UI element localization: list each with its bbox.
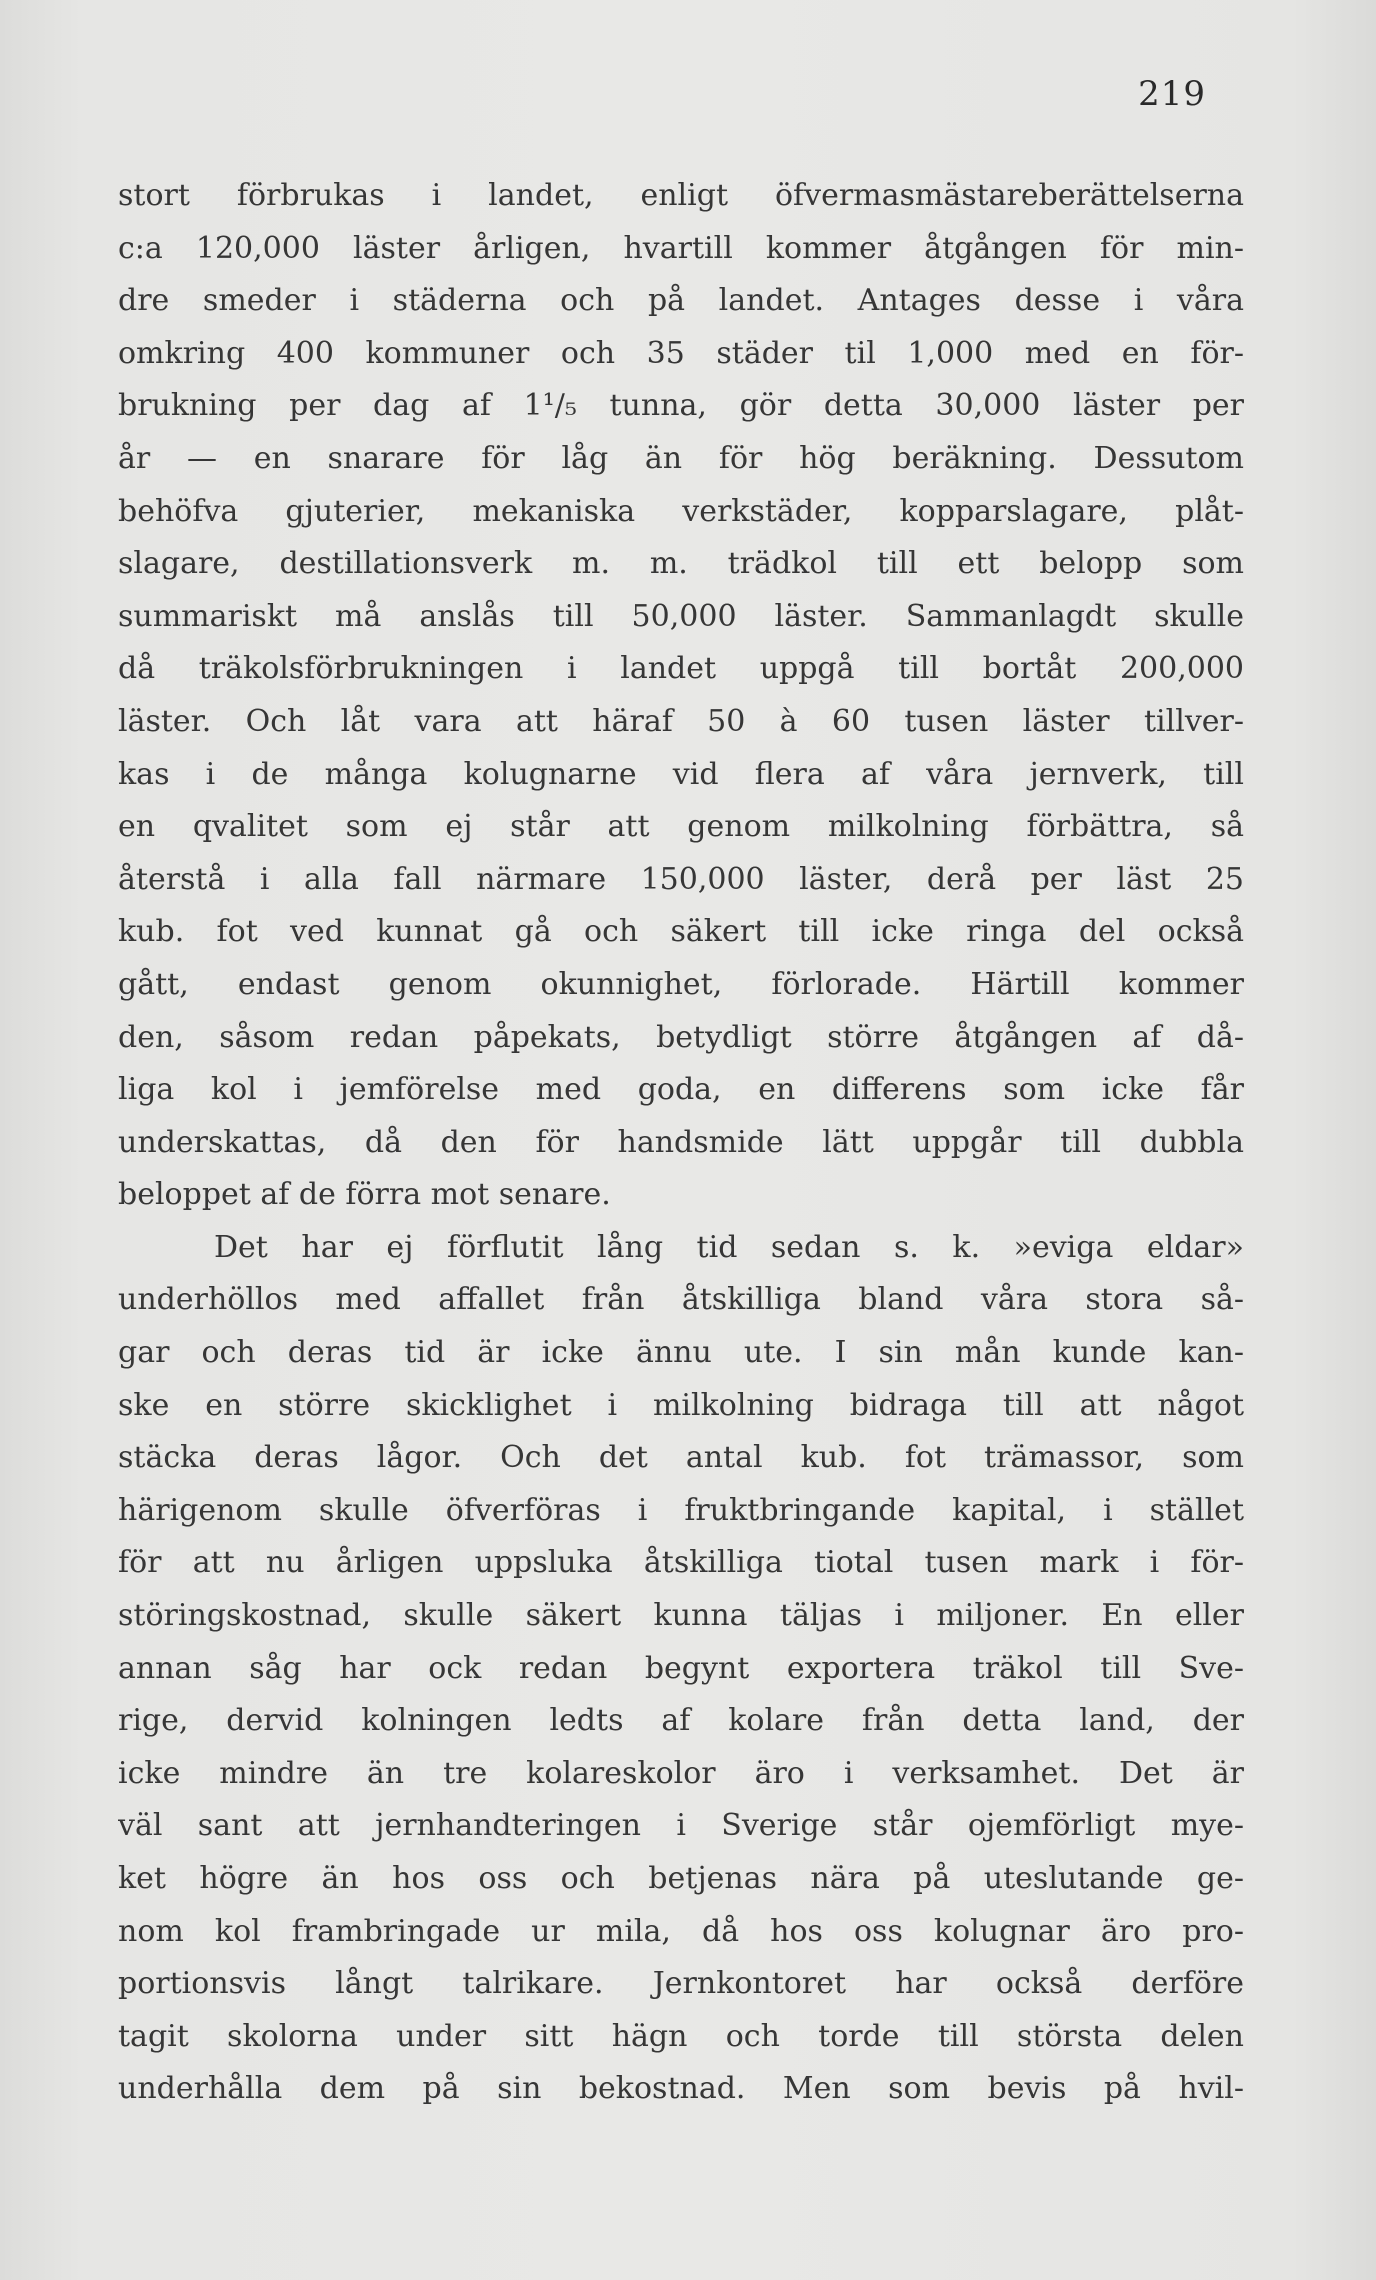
- text-line: då träkolsförbrukningen i landet uppgå till bortåt 200,000: [118, 651, 1244, 687]
- text-line: ske en större skicklighet i milkolning bidraga till att något: [118, 1387, 1244, 1423]
- text-line: underskattas, då den för handsmide lätt uppgår till dubbla: [118, 1124, 1244, 1160]
- body-text: [118, 170, 1244, 2116]
- text-line: annan såg har ock redan begynt exportera träkol till Sve-: [118, 1650, 1244, 1686]
- text-line: underhöllos med affallet från åtskilliga bland våra stora så-: [118, 1282, 1244, 1318]
- text-line: stäcka deras lågor. Och det antal kub. fot trämassor, som: [118, 1440, 1244, 1476]
- text-line: c:a 120,000 läster årligen, hvartill kommer åtgången för min-: [118, 230, 1244, 266]
- text-line: kas i de många kolugnarne vid flera af våra jernverk, till: [118, 756, 1244, 792]
- text-line: icke mindre än tre kolareskolor äro i verksamhet. Det är: [118, 1755, 1244, 1791]
- text-line: kub. fot ved kunnat gå och säkert till icke ringa del också: [118, 914, 1244, 950]
- text-line: portionsvis långt talrikare. Jernkontoret har också derföre: [118, 1966, 1244, 2002]
- text-line: väl sant att jernhandteringen i Sverige står ojemförligt mye-: [118, 1808, 1244, 1844]
- text-line: den, såsom redan påpekats, betydligt större åtgången af då-: [118, 1019, 1244, 1055]
- text-line: beloppet af de förra mot senare.: [118, 1177, 611, 1213]
- text-line: år — en snarare för låg än för hög beräkning. Dessutom: [118, 440, 1244, 476]
- text-line: störingskostnad, skulle säkert kunna täljas i miljoner. En eller: [118, 1598, 1244, 1634]
- text-line: tagit skolorna under sitt hägn och torde till största delen: [118, 2018, 1244, 2054]
- text-line: omkring 400 kommuner och 35 städer til 1,000 med en för-: [118, 335, 1244, 371]
- text-line: återstå i alla fall närmare 150,000 läster, derå per läst 25: [118, 861, 1244, 897]
- text-line: för att nu årligen uppsluka åtskilliga tiotal tusen mark i för-: [118, 1545, 1244, 1581]
- text-line: liga kol i jemförelse med goda, en differens som icke får: [118, 1072, 1244, 1108]
- page-number: 219: [1138, 74, 1206, 114]
- text-line: läster. Och låt vara att häraf 50 à 60 tusen läster tillver-: [118, 703, 1244, 739]
- text-line: Det har ej förflutit lång tid sedan s. k. »eviga eldar»: [214, 1229, 1244, 1265]
- text-line: en qvalitet som ej står att genom milkolning förbättra, så: [118, 809, 1244, 845]
- text-line: härigenom skulle öfverföras i fruktbringande kapital, i stället: [118, 1492, 1244, 1528]
- text-line: stort förbrukas i landet, enligt öfvermasmästareberättelserna: [118, 178, 1244, 213]
- text-line: nom kol frambringade ur mila, då hos oss kolugnar äro pro-: [118, 1913, 1244, 1949]
- text-line: ket högre än hos oss och betjenas nära på uteslutande ge-: [118, 1861, 1244, 1896]
- text-line: underhålla dem på sin bekostnad. Men som bevis på hvil-: [118, 2071, 1244, 2107]
- text-line: gar och deras tid är icke ännu ute. I sin mån kunde kan-: [118, 1335, 1244, 1371]
- text-line: behöfva gjuterier, mekaniska verkstäder, kopparslagare, plåt-: [118, 493, 1244, 529]
- text-line: dre smeder i städerna och på landet. Antages desse i våra: [118, 283, 1244, 319]
- text-line: summariskt må anslås till 50,000 läster. Sammanlagdt skulle: [118, 598, 1244, 634]
- text-line: brukning per dag af 1¹/₅ tunna, gör detta 30,000 läster per: [118, 388, 1244, 424]
- text-line: gått, endast genom okunnighet, förlorade. Härtill kommer: [118, 966, 1244, 1002]
- text-line: rige, dervid kolningen ledts af kolare från detta land, der: [118, 1703, 1244, 1739]
- text-line: slagare, destillationsverk m. m. trädkol till ett belopp som: [118, 546, 1244, 582]
